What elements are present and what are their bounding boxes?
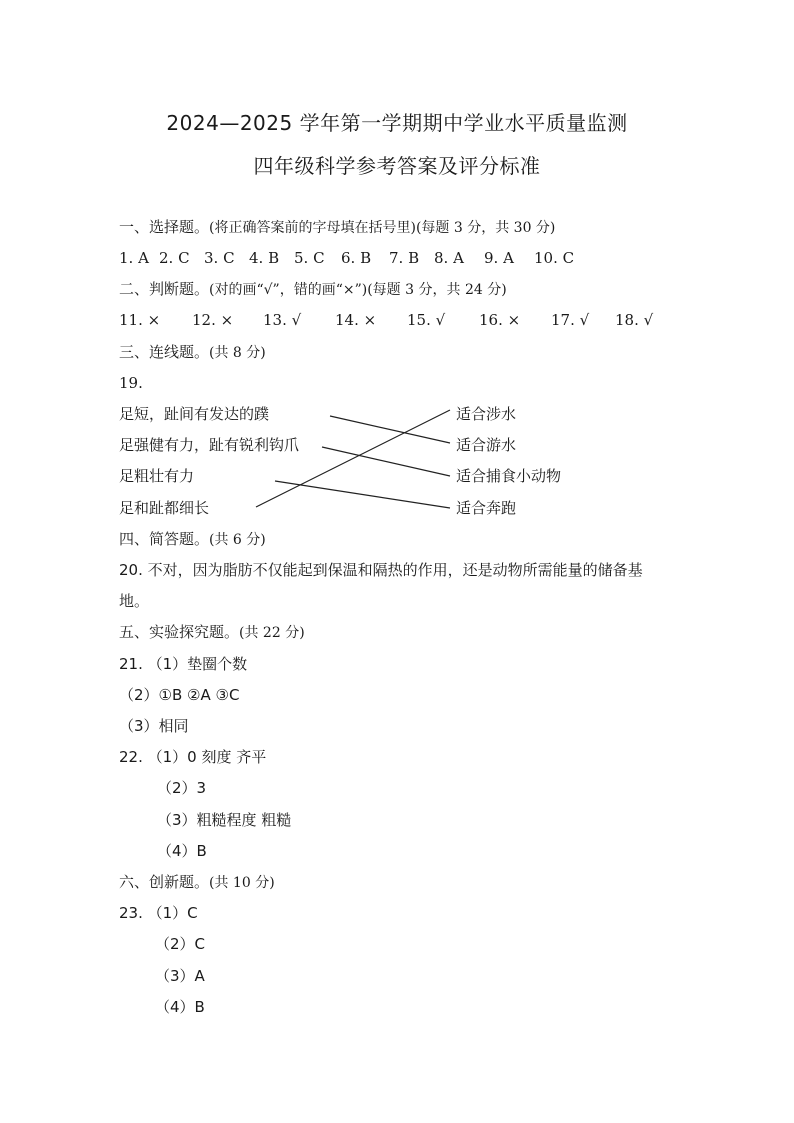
q22-line: （4）B xyxy=(157,842,207,860)
q20-line: 地。 xyxy=(119,592,150,610)
section-innovation-heading xyxy=(119,872,275,893)
section-note: (共 8 分) xyxy=(209,345,266,361)
match-right-item: 适合游水 xyxy=(456,436,517,454)
answer-item: 6. B xyxy=(341,249,372,267)
answer-item: 4. B xyxy=(249,249,280,267)
answer-item: 15. √ xyxy=(407,311,446,329)
match-left-item: 足和趾都细长 xyxy=(119,499,210,517)
section-heading: 三、连线题。 xyxy=(119,343,210,361)
match-line xyxy=(275,481,450,508)
page-subtitle: 四年级科学参考答案及评分标准 xyxy=(253,154,541,178)
section-short-answer-heading xyxy=(119,529,266,550)
section-heading: 六、创新题。 xyxy=(119,873,210,891)
q22-line: （3）粗糙程度 粗糙 xyxy=(157,811,292,829)
match-left-item: 足强健有力，趾有锐利钩爪 xyxy=(119,436,300,454)
q23-line: （2）C xyxy=(155,935,206,953)
q23-line: （3）A xyxy=(155,967,205,985)
q20-line: 20. 不对，因为脂肪不仅能起到保温和隔热的作用，还是动物所需能量的储备基 xyxy=(119,561,643,579)
page-title: 2024—2025 学年第一学期期中学业水平质量监测 xyxy=(166,111,628,135)
section-note: (共 6 分) xyxy=(209,532,266,548)
q23-line: 23. （1）C xyxy=(119,904,198,922)
section-experiment-heading xyxy=(119,622,305,643)
q21-line: 21. （1）垫圈个数 xyxy=(119,655,248,673)
answer-item: 18. √ xyxy=(615,311,654,329)
q21-line: （2）①B ②A ③C xyxy=(119,686,240,704)
match-right-item: 适合捕食小动物 xyxy=(456,467,562,485)
section-note: (对的画“√”，错的画“×”)(每题 3 分，共 24 分) xyxy=(209,282,507,298)
answer-item: 13. √ xyxy=(263,311,302,329)
answer-item: 2. C xyxy=(159,249,190,267)
answer-item: 3. C xyxy=(204,249,235,267)
section-heading: 一、选择题。 xyxy=(119,218,210,236)
q21-line: （3）相同 xyxy=(119,717,189,735)
answer-item: 14. × xyxy=(335,311,377,329)
match-line xyxy=(322,447,450,476)
answer-item: 5. C xyxy=(294,249,325,267)
section-heading: 五、实验探究题。 xyxy=(119,623,240,641)
answer-item: 8. A xyxy=(434,249,464,267)
section-note: (共 22 分) xyxy=(239,625,305,641)
answer-item: 10. C xyxy=(534,249,575,267)
section-heading: 二、判断题。 xyxy=(119,280,210,298)
answer-item: 9. A xyxy=(484,249,514,267)
q22-line: （2）3 xyxy=(157,779,207,797)
q23-line: （4）B xyxy=(155,998,205,1016)
match-right-item: 适合奔跑 xyxy=(456,499,517,517)
answer-item: 16. × xyxy=(479,311,521,329)
answer-item: 12. × xyxy=(192,311,234,329)
answer-item: 7. B xyxy=(389,249,420,267)
section-heading: 四、简答题。 xyxy=(119,530,210,548)
match-left-item: 足短，趾间有发达的蹼 xyxy=(119,405,270,423)
answer-item: 17. √ xyxy=(551,311,590,329)
answer-item: 11. × xyxy=(119,311,161,329)
section-note: (共 10 分) xyxy=(209,875,275,891)
q22-line: 22. （1）0 刻度 齐平 xyxy=(119,748,267,766)
match-right-item: 适合涉水 xyxy=(456,405,517,423)
answer-item: 1. A xyxy=(119,249,149,267)
q19-number: 19. xyxy=(119,374,143,392)
match-left-item: 足粗壮有力 xyxy=(119,467,195,485)
section-note: (将正确答案前的字母填在括号里)(每题 3 分，共 30 分) xyxy=(209,220,556,236)
match-line xyxy=(330,416,450,443)
